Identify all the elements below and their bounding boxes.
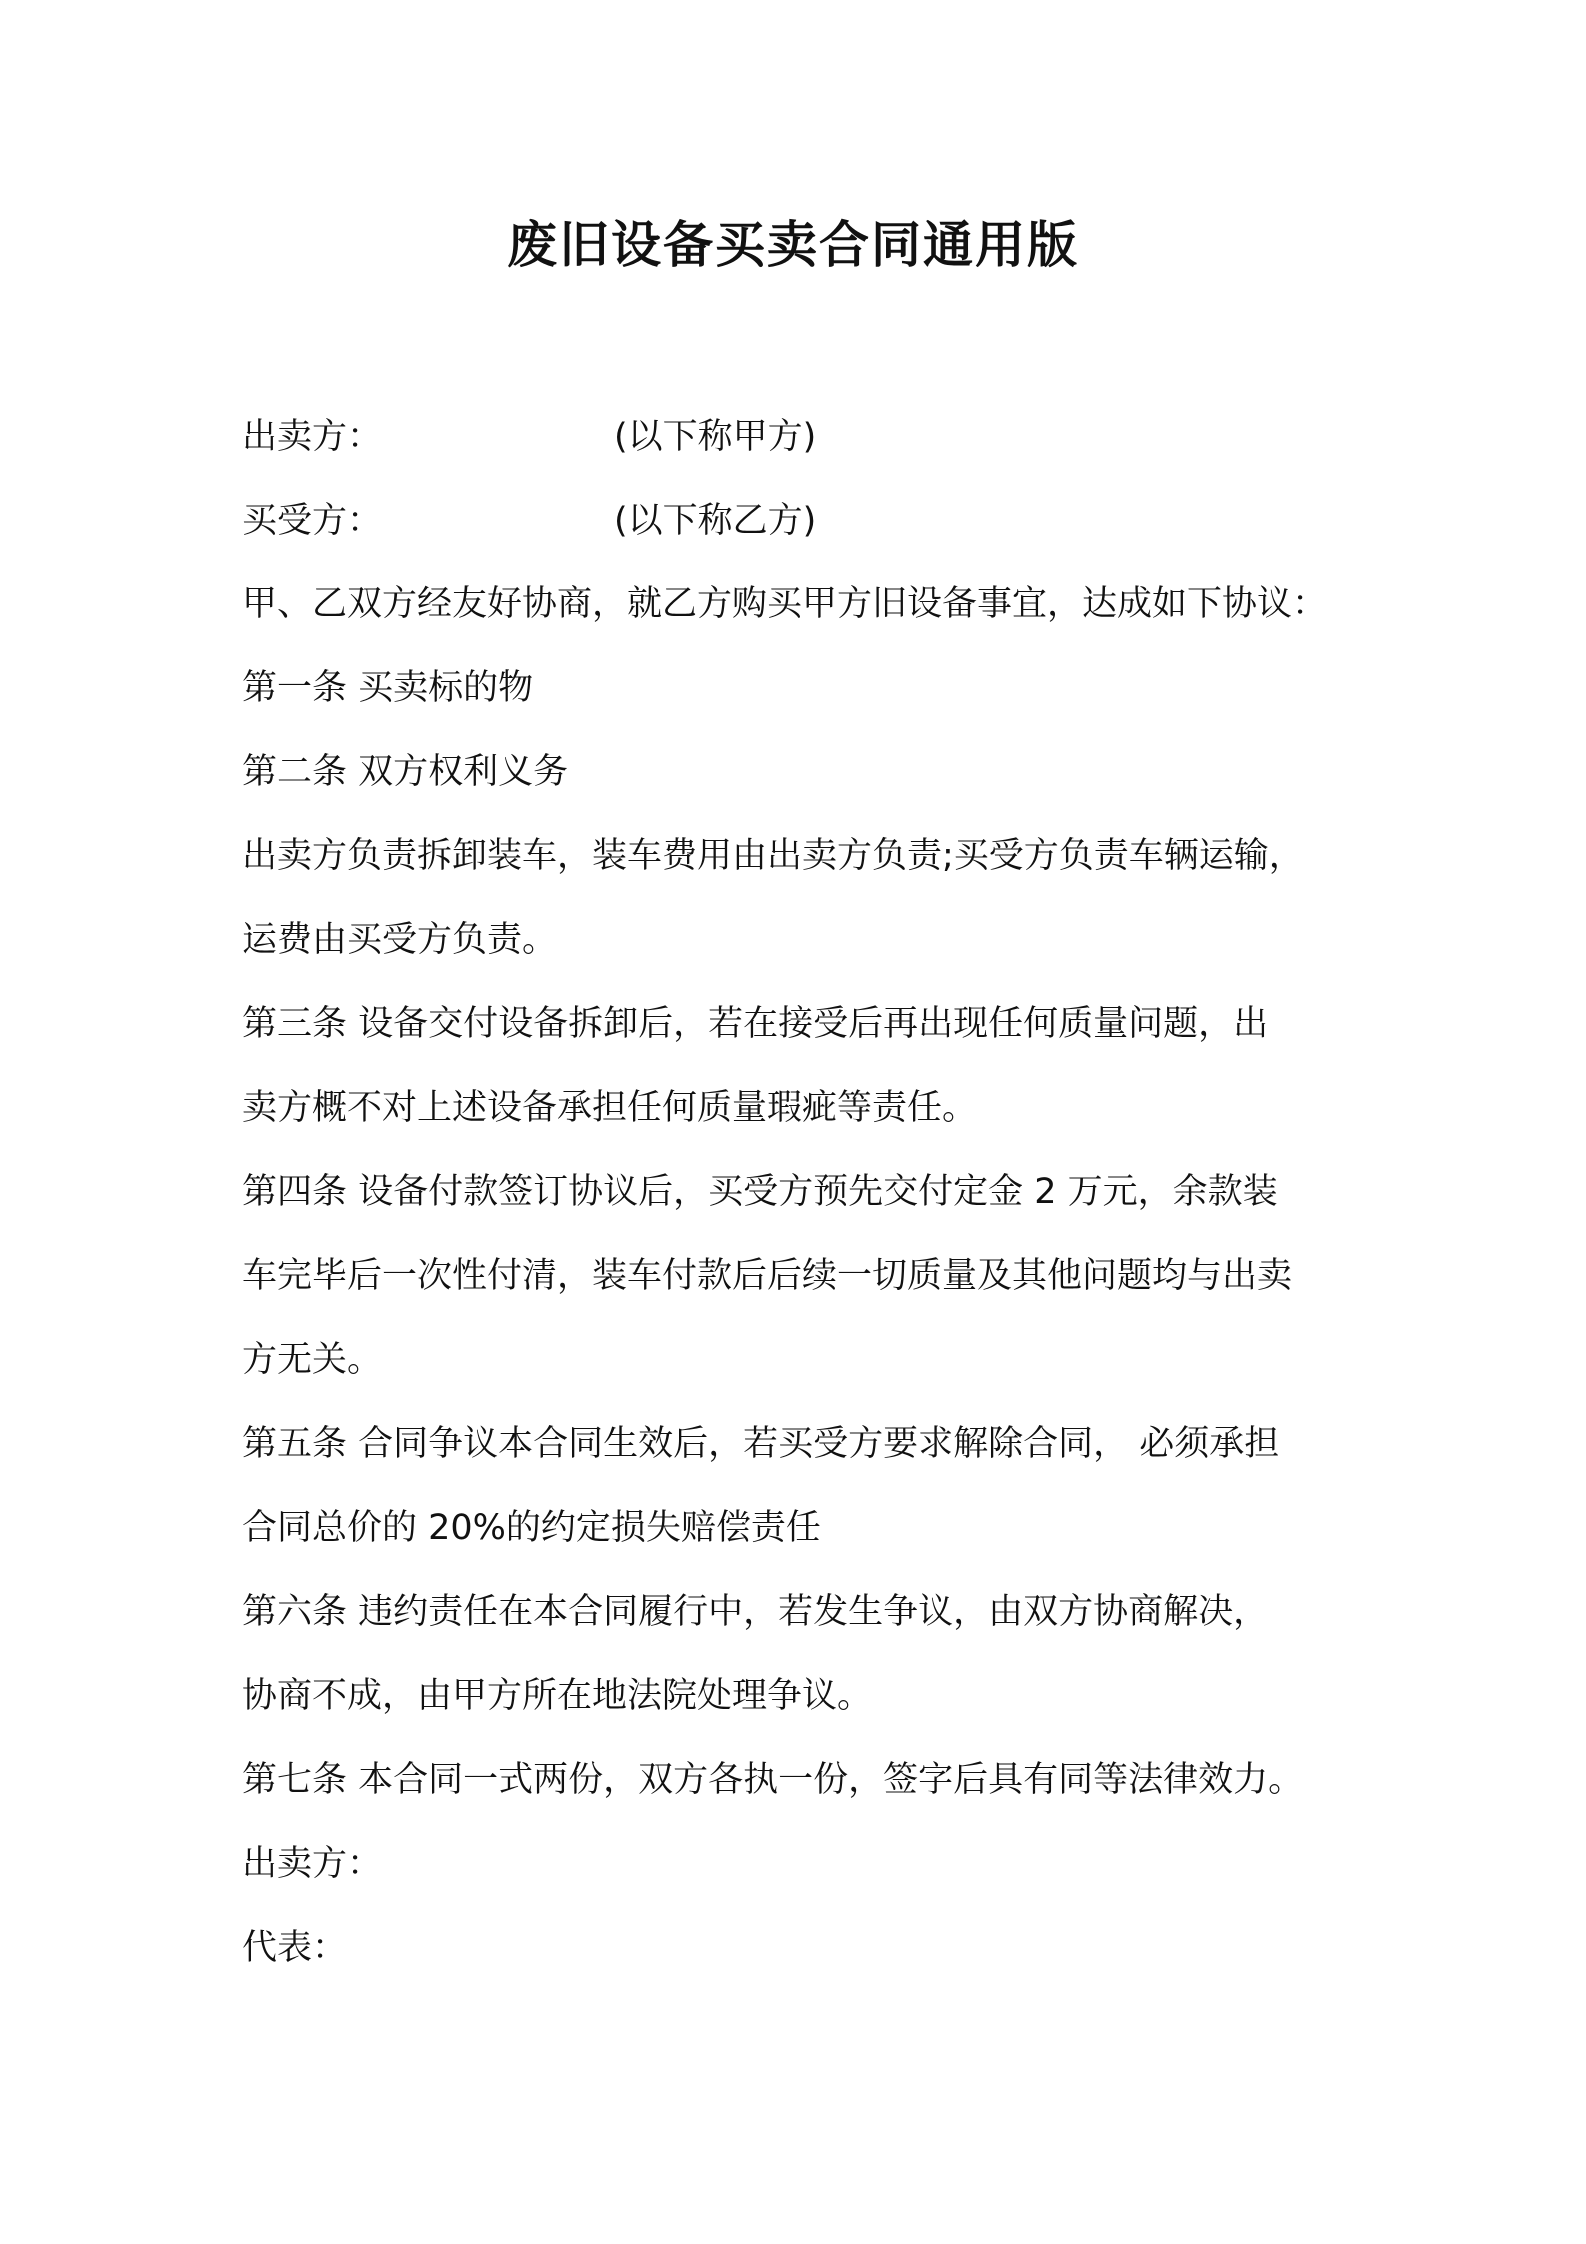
article-2-text-line-1: 出卖方负责拆卸装车，装车费用由出卖方负责;买受方负责车辆运输， <box>242 836 1304 876</box>
buyer-alias-note: (以下称乙方) <box>614 501 817 541</box>
representative-signature-label: 代表： <box>242 1928 348 1968</box>
article-2-heading: 第二条 双方权利义务 <box>242 752 569 792</box>
buyer-label: 买受方： <box>242 501 383 541</box>
seller-alias-note: (以下称甲方) <box>614 417 817 457</box>
agreement-intro: 甲、乙双方经友好协商，就乙方购买甲方旧设备事宜，达成如下协议： <box>242 584 1328 624</box>
article-4-line-2: 车完毕后一次性付清，装车付款后后续一切质量及其他问题均与出卖 <box>242 1256 1293 1296</box>
article-2-text-line-2: 运费由买受方负责。 <box>242 920 558 960</box>
article-7-text: 第七条 本合同一式两份，双方各执一份，签字后具有同等法律效力。 <box>242 1760 1304 1800</box>
article-3-line-1: 第三条 设备交付设备拆卸后，若在接受后再出现任何质量问题，出 <box>242 1004 1269 1044</box>
article-5-line-2: 合同总价的 20%的约定损失赔偿责任 <box>242 1508 821 1548</box>
article-5-line-1: 第五条 合同争议本合同生效后，若买受方要求解除合同， 必须承担 <box>242 1424 1280 1464</box>
seller-party-line <box>242 413 816 461</box>
article-6-line-1: 第六条 违约责任在本合同履行中，若发生争议，由双方协商解决， <box>242 1592 1269 1632</box>
seller-label: 出卖方： <box>242 417 383 457</box>
buyer-party-line <box>242 497 816 545</box>
article-3-line-2: 卖方概不对上述设备承担任何质量瑕疵等责任。 <box>242 1088 978 1128</box>
article-4-line-3: 方无关。 <box>242 1340 383 1380</box>
seller-signature-label: 出卖方： <box>242 1844 383 1884</box>
article-6-line-2: 协商不成，由甲方所在地法院处理争议。 <box>242 1676 873 1716</box>
contract-title: 废旧设备买卖合同通用版 <box>507 216 1079 274</box>
article-4-line-1: 第四条 设备付款签订协议后，买受方预先交付定金 2 万元，余款装 <box>242 1172 1278 1212</box>
article-1-heading: 第一条 买卖标的物 <box>242 668 534 708</box>
